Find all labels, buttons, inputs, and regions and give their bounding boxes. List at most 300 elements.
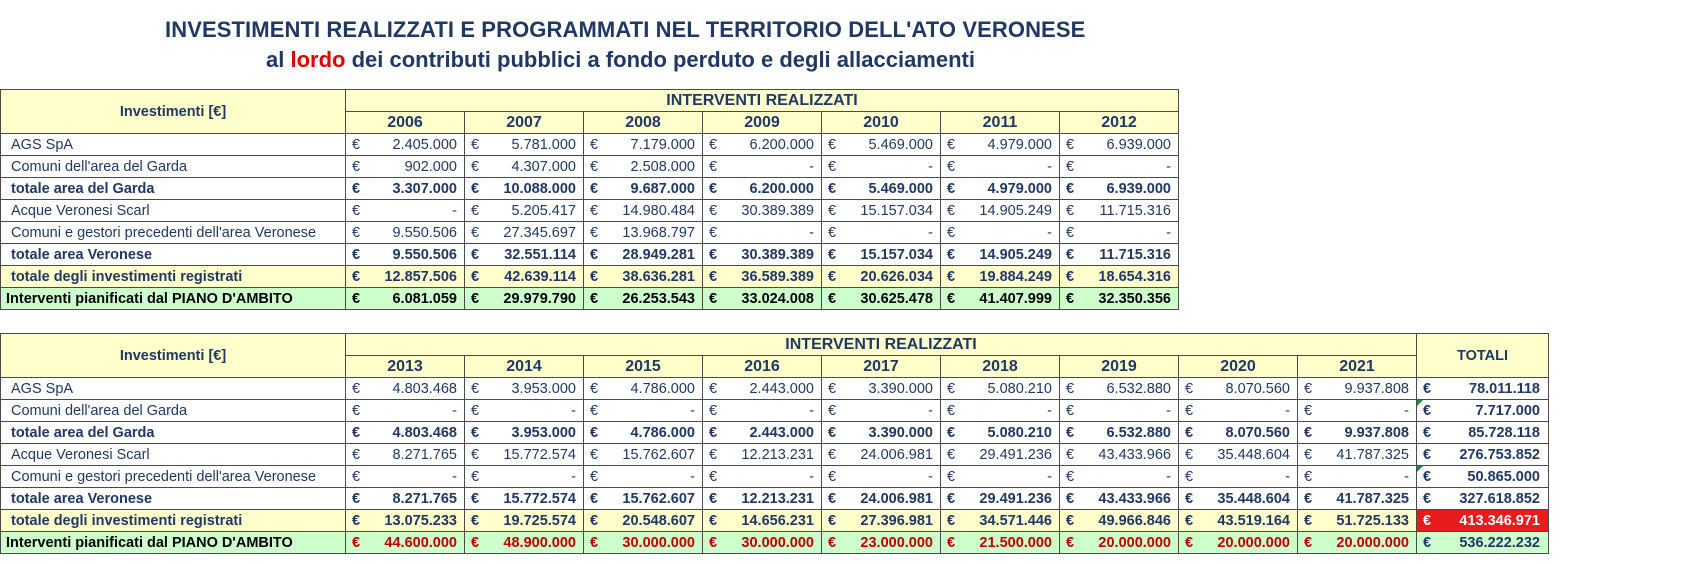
value-cell: 19.725.574 xyxy=(483,510,584,532)
currency-symbol: € xyxy=(1298,488,1316,510)
currency-symbol: € xyxy=(346,222,364,244)
value-cell: - xyxy=(721,222,822,244)
currency-symbol: € xyxy=(584,378,602,400)
value-cell: 15.772.574 xyxy=(483,444,584,466)
currency-symbol: € xyxy=(584,532,602,554)
value-cell: 6.939.000 xyxy=(1078,178,1179,200)
value-cell: - xyxy=(959,222,1060,244)
currency-symbol: € xyxy=(346,466,364,488)
table-row xyxy=(1,200,1179,222)
value-cell: 6.081.059 xyxy=(364,288,465,310)
value-cell: 41.787.325 xyxy=(1316,444,1417,466)
investments-table-2006-2012 xyxy=(0,89,1179,310)
year-header: 2007 xyxy=(465,112,584,134)
value-cell: 24.006.981 xyxy=(840,444,941,466)
value-cell: 8.070.560 xyxy=(1197,378,1298,400)
value-cell: 49.966.846 xyxy=(1078,510,1179,532)
value-cell: 6.200.000 xyxy=(721,178,822,200)
currency-symbol: € xyxy=(941,444,959,466)
value-cell: 13.075.233 xyxy=(364,510,465,532)
value-cell: 4.307.000 xyxy=(483,156,584,178)
total-currency-symbol: € xyxy=(1417,400,1435,422)
currency-symbol: € xyxy=(1179,510,1197,532)
value-cell: 29.491.236 xyxy=(959,444,1060,466)
currency-symbol: € xyxy=(941,134,959,156)
currency-symbol: € xyxy=(1060,134,1078,156)
value-cell: 43.433.966 xyxy=(1078,444,1179,466)
currency-symbol: € xyxy=(1298,444,1316,466)
value-cell: 41.407.999 xyxy=(959,288,1060,310)
currency-symbol: € xyxy=(941,244,959,266)
value-cell: - xyxy=(1197,400,1298,422)
currency-symbol: € xyxy=(465,378,483,400)
value-cell: 4.786.000 xyxy=(602,378,703,400)
currency-symbol: € xyxy=(1179,378,1197,400)
value-cell: 38.636.281 xyxy=(602,266,703,288)
currency-symbol: € xyxy=(346,244,364,266)
value-cell: 5.469.000 xyxy=(840,134,941,156)
currency-symbol: € xyxy=(703,510,721,532)
currency-symbol: € xyxy=(465,244,483,266)
corner-header: Investimenti [€] xyxy=(1,334,346,378)
currency-symbol: € xyxy=(1298,422,1316,444)
value-cell: 27.396.981 xyxy=(840,510,941,532)
year-header: 2017 xyxy=(822,356,941,378)
table-row xyxy=(1,378,1549,400)
currency-symbol: € xyxy=(1060,200,1078,222)
value-cell: 11.715.316 xyxy=(1078,244,1179,266)
table-row xyxy=(1,244,1179,266)
currency-symbol: € xyxy=(703,488,721,510)
row-label: totale degli investimenti registrati xyxy=(1,510,346,532)
year-header: 2019 xyxy=(1060,356,1179,378)
currency-symbol: € xyxy=(703,466,721,488)
currency-symbol: € xyxy=(346,532,364,554)
currency-symbol: € xyxy=(1179,532,1197,554)
value-cell: 21.500.000 xyxy=(959,532,1060,554)
total-value-cell: 276.753.852 xyxy=(1435,444,1549,466)
row-label: Interventi pianificati dal PIANO D'AMBITO xyxy=(1,532,346,554)
value-cell: - xyxy=(840,156,941,178)
value-cell: - xyxy=(1197,466,1298,488)
currency-symbol: € xyxy=(703,222,721,244)
currency-symbol: € xyxy=(822,178,840,200)
value-cell: 4.803.468 xyxy=(364,378,465,400)
currency-symbol: € xyxy=(703,156,721,178)
currency-symbol: € xyxy=(703,200,721,222)
total-value-cell: 50.865.000 xyxy=(1435,466,1549,488)
currency-symbol: € xyxy=(1179,422,1197,444)
currency-symbol: € xyxy=(1060,378,1078,400)
currency-symbol: € xyxy=(703,444,721,466)
currency-symbol: € xyxy=(822,466,840,488)
value-cell: 4.786.000 xyxy=(602,422,703,444)
value-cell: 35.448.604 xyxy=(1197,488,1298,510)
value-cell: 30.389.389 xyxy=(721,200,822,222)
table-row xyxy=(1,178,1179,200)
value-cell: 19.884.249 xyxy=(959,266,1060,288)
currency-symbol: € xyxy=(1060,510,1078,532)
value-cell: 14.656.231 xyxy=(721,510,822,532)
currency-symbol: € xyxy=(465,288,483,310)
currency-symbol: € xyxy=(346,400,364,422)
total-currency-symbol: € xyxy=(1417,532,1435,554)
value-cell: - xyxy=(1316,400,1417,422)
currency-symbol: € xyxy=(465,266,483,288)
value-cell: - xyxy=(1078,400,1179,422)
value-cell: 3.953.000 xyxy=(483,422,584,444)
value-cell: 14.905.249 xyxy=(959,200,1060,222)
value-cell: 9.550.506 xyxy=(364,222,465,244)
year-header: 2014 xyxy=(465,356,584,378)
currency-symbol: € xyxy=(584,178,602,200)
value-cell: 9.687.000 xyxy=(602,178,703,200)
currency-symbol: € xyxy=(346,200,364,222)
currency-symbol: € xyxy=(941,378,959,400)
currency-symbol: € xyxy=(822,488,840,510)
currency-symbol: € xyxy=(822,422,840,444)
value-cell: 7.179.000 xyxy=(602,134,703,156)
total-currency-symbol: € xyxy=(1417,422,1435,444)
year-header: 2006 xyxy=(346,112,465,134)
currency-symbol: € xyxy=(1060,466,1078,488)
value-cell: - xyxy=(602,400,703,422)
group-header: INTERVENTI REALIZZATI xyxy=(346,334,1417,356)
value-cell: 5.205.417 xyxy=(483,200,584,222)
value-cell: - xyxy=(959,156,1060,178)
value-cell: 42.639.114 xyxy=(483,266,584,288)
currency-symbol: € xyxy=(941,422,959,444)
currency-symbol: € xyxy=(346,378,364,400)
row-label: totale area Veronese xyxy=(1,244,346,266)
value-cell: 9.937.808 xyxy=(1316,378,1417,400)
currency-symbol: € xyxy=(703,422,721,444)
value-cell: 36.589.389 xyxy=(721,266,822,288)
value-cell: - xyxy=(959,400,1060,422)
row-label: AGS SpA xyxy=(1,134,346,156)
value-cell: - xyxy=(959,466,1060,488)
currency-symbol: € xyxy=(1298,378,1316,400)
row-label: Comuni e gestori precedenti dell'area Veronese xyxy=(1,466,346,488)
value-cell: 32.350.356 xyxy=(1078,288,1179,310)
value-cell: 20.626.034 xyxy=(840,266,941,288)
row-label: Interventi pianificati dal PIANO D'AMBITO xyxy=(1,288,346,310)
currency-symbol: € xyxy=(1060,288,1078,310)
value-cell: 2.443.000 xyxy=(721,378,822,400)
currency-symbol: € xyxy=(584,488,602,510)
total-currency-symbol: € xyxy=(1417,444,1435,466)
currency-symbol: € xyxy=(822,222,840,244)
value-cell: 5.080.210 xyxy=(959,422,1060,444)
value-cell: 2.508.000 xyxy=(602,156,703,178)
row-label: totale area del Garda xyxy=(1,422,346,444)
value-cell: 29.979.790 xyxy=(483,288,584,310)
value-cell: 9.937.808 xyxy=(1316,422,1417,444)
currency-symbol: € xyxy=(465,532,483,554)
currency-symbol: € xyxy=(1060,266,1078,288)
value-cell: - xyxy=(364,200,465,222)
value-cell: 12.213.231 xyxy=(721,444,822,466)
value-cell: 44.600.000 xyxy=(364,532,465,554)
currency-symbol: € xyxy=(1179,400,1197,422)
value-cell: 41.787.325 xyxy=(1316,488,1417,510)
value-cell: - xyxy=(721,156,822,178)
page-title: INVESTIMENTI REALIZZATI E PROGRAMMATI NEL TERRITORIO DELL'ATO VERONESE xyxy=(165,17,1086,42)
value-cell: 20.000.000 xyxy=(1078,532,1179,554)
table-row xyxy=(1,222,1179,244)
row-label: totale area del Garda xyxy=(1,178,346,200)
table-row xyxy=(1,400,1549,422)
year-header: 2021 xyxy=(1298,356,1417,378)
value-cell: 14.905.249 xyxy=(959,244,1060,266)
page-subtitle xyxy=(266,47,975,73)
currency-symbol: € xyxy=(465,178,483,200)
value-cell: - xyxy=(483,400,584,422)
total-value-cell: 413.346.971 xyxy=(1435,510,1549,532)
row-label: totale area Veronese xyxy=(1,488,346,510)
subtitle-prefix: al xyxy=(266,47,291,72)
total-currency-symbol: € xyxy=(1417,488,1435,510)
currency-symbol: € xyxy=(1298,532,1316,554)
currency-symbol: € xyxy=(346,266,364,288)
value-cell: 2.443.000 xyxy=(721,422,822,444)
currency-symbol: € xyxy=(465,444,483,466)
row-label: Comuni e gestori precedenti dell'area Veronese xyxy=(1,222,346,244)
currency-symbol: € xyxy=(346,488,364,510)
value-cell: - xyxy=(840,466,941,488)
currency-symbol: € xyxy=(1060,156,1078,178)
value-cell: 14.980.484 xyxy=(602,200,703,222)
value-cell: 3.307.000 xyxy=(364,178,465,200)
currency-symbol: € xyxy=(1060,532,1078,554)
total-value-cell: 327.618.852 xyxy=(1435,488,1549,510)
currency-symbol: € xyxy=(1298,510,1316,532)
value-cell: - xyxy=(840,222,941,244)
value-cell: 6.532.880 xyxy=(1078,422,1179,444)
currency-symbol: € xyxy=(584,466,602,488)
year-header: 2013 xyxy=(346,356,465,378)
currency-symbol: € xyxy=(822,510,840,532)
group-header: INTERVENTI REALIZZATI xyxy=(346,90,1179,112)
value-cell: 15.772.574 xyxy=(483,488,584,510)
value-cell: 13.968.797 xyxy=(602,222,703,244)
table-row xyxy=(1,466,1549,488)
value-cell: - xyxy=(1078,156,1179,178)
currency-symbol: € xyxy=(465,466,483,488)
total-currency-symbol: € xyxy=(1417,466,1435,488)
value-cell: 5.781.000 xyxy=(483,134,584,156)
value-cell: - xyxy=(721,400,822,422)
currency-symbol: € xyxy=(703,288,721,310)
value-cell: 902.000 xyxy=(364,156,465,178)
currency-symbol: € xyxy=(1298,400,1316,422)
value-cell: - xyxy=(364,466,465,488)
currency-symbol: € xyxy=(465,488,483,510)
currency-symbol: € xyxy=(703,244,721,266)
table-row xyxy=(1,422,1549,444)
value-cell: 4.803.468 xyxy=(364,422,465,444)
value-cell: 8.070.560 xyxy=(1197,422,1298,444)
currency-symbol: € xyxy=(822,156,840,178)
currency-symbol: € xyxy=(1179,444,1197,466)
currency-symbol: € xyxy=(1060,244,1078,266)
currency-symbol: € xyxy=(1060,178,1078,200)
currency-symbol: € xyxy=(941,178,959,200)
year-header: 2010 xyxy=(822,112,941,134)
currency-symbol: € xyxy=(822,134,840,156)
currency-symbol: € xyxy=(1179,488,1197,510)
value-cell: 23.000.000 xyxy=(840,532,941,554)
currency-symbol: € xyxy=(1060,400,1078,422)
header-row-group xyxy=(1,90,1179,112)
value-cell: - xyxy=(1078,466,1179,488)
value-cell: 2.405.000 xyxy=(364,134,465,156)
total-currency-symbol: € xyxy=(1417,510,1435,532)
currency-symbol: € xyxy=(346,156,364,178)
value-cell: 30.000.000 xyxy=(602,532,703,554)
currency-symbol: € xyxy=(822,378,840,400)
currency-symbol: € xyxy=(1179,466,1197,488)
currency-symbol: € xyxy=(584,244,602,266)
currency-symbol: € xyxy=(703,378,721,400)
value-cell: 8.271.765 xyxy=(364,444,465,466)
value-cell: 15.157.034 xyxy=(840,200,941,222)
value-cell: 35.448.604 xyxy=(1197,444,1298,466)
year-header: 2011 xyxy=(941,112,1060,134)
currency-symbol: € xyxy=(584,222,602,244)
currency-symbol: € xyxy=(941,466,959,488)
value-cell: 4.979.000 xyxy=(959,134,1060,156)
total-value-cell: 78.011.118 xyxy=(1435,378,1549,400)
table-row xyxy=(1,288,1179,310)
total-value-cell: 536.222.232 xyxy=(1435,532,1549,554)
value-cell: 27.345.697 xyxy=(483,222,584,244)
currency-symbol: € xyxy=(703,266,721,288)
total-currency-symbol: € xyxy=(1417,378,1435,400)
currency-symbol: € xyxy=(822,288,840,310)
value-cell: - xyxy=(483,466,584,488)
currency-symbol: € xyxy=(346,134,364,156)
currency-symbol: € xyxy=(465,422,483,444)
currency-symbol: € xyxy=(584,156,602,178)
value-cell: 48.900.000 xyxy=(483,532,584,554)
currency-symbol: € xyxy=(465,134,483,156)
value-cell: 15.157.034 xyxy=(840,244,941,266)
value-cell: 43.519.164 xyxy=(1197,510,1298,532)
value-cell: - xyxy=(1078,222,1179,244)
value-cell: 18.654.316 xyxy=(1078,266,1179,288)
currency-symbol: € xyxy=(584,288,602,310)
currency-symbol: € xyxy=(941,266,959,288)
currency-symbol: € xyxy=(941,156,959,178)
currency-symbol: € xyxy=(822,266,840,288)
currency-symbol: € xyxy=(822,400,840,422)
total-value-cell: 85.728.118 xyxy=(1435,422,1549,444)
currency-symbol: € xyxy=(941,200,959,222)
value-cell: 34.571.446 xyxy=(959,510,1060,532)
currency-symbol: € xyxy=(941,400,959,422)
value-cell: 43.433.966 xyxy=(1078,488,1179,510)
row-label: Acque Veronesi Scarl xyxy=(1,444,346,466)
currency-symbol: € xyxy=(941,488,959,510)
year-header: 2009 xyxy=(703,112,822,134)
table-row xyxy=(1,156,1179,178)
table-row xyxy=(1,532,1549,554)
value-cell: 51.725.133 xyxy=(1316,510,1417,532)
value-cell: 15.762.607 xyxy=(602,444,703,466)
value-cell: 12.857.506 xyxy=(364,266,465,288)
total-value-cell: 7.717.000 xyxy=(1435,400,1549,422)
subtitle-suffix: dei contributi pubblici a fondo perduto e degli allacciamenti xyxy=(345,47,975,72)
currency-symbol: € xyxy=(941,288,959,310)
currency-symbol: € xyxy=(584,510,602,532)
value-cell: 5.080.210 xyxy=(959,378,1060,400)
value-cell: 3.390.000 xyxy=(840,378,941,400)
value-cell: 30.389.389 xyxy=(721,244,822,266)
year-header: 2008 xyxy=(584,112,703,134)
value-cell: 20.548.607 xyxy=(602,510,703,532)
currency-symbol: € xyxy=(1060,444,1078,466)
currency-symbol: € xyxy=(346,510,364,532)
value-cell: 29.491.236 xyxy=(959,488,1060,510)
currency-symbol: € xyxy=(822,532,840,554)
currency-symbol: € xyxy=(703,134,721,156)
corner-header: Investimenti [€] xyxy=(1,90,346,134)
currency-symbol: € xyxy=(584,266,602,288)
header-row-group xyxy=(1,334,1549,356)
value-cell: 6.532.880 xyxy=(1078,378,1179,400)
year-header: 2015 xyxy=(584,356,703,378)
title-block xyxy=(0,0,1705,88)
row-label: AGS SpA xyxy=(1,378,346,400)
currency-symbol: € xyxy=(465,222,483,244)
value-cell: 12.213.231 xyxy=(721,488,822,510)
table-row xyxy=(1,266,1179,288)
investments-table-2013-2021 xyxy=(0,333,1549,554)
value-cell: - xyxy=(364,400,465,422)
subtitle-highlight: lordo xyxy=(290,47,346,72)
row-label: Comuni dell'area del Garda xyxy=(1,156,346,178)
year-header: 2012 xyxy=(1060,112,1179,134)
currency-symbol: € xyxy=(584,422,602,444)
value-cell: 30.000.000 xyxy=(721,532,822,554)
table-row xyxy=(1,488,1549,510)
currency-symbol: € xyxy=(465,510,483,532)
value-cell: 11.715.316 xyxy=(1078,200,1179,222)
currency-symbol: € xyxy=(346,444,364,466)
currency-symbol: € xyxy=(346,178,364,200)
value-cell: 24.006.981 xyxy=(840,488,941,510)
value-cell: 20.000.000 xyxy=(1316,532,1417,554)
year-header: 2018 xyxy=(941,356,1060,378)
value-cell: 6.939.000 xyxy=(1078,134,1179,156)
value-cell: 5.469.000 xyxy=(840,178,941,200)
value-cell: 20.000.000 xyxy=(1197,532,1298,554)
value-cell: - xyxy=(602,466,703,488)
currency-symbol: € xyxy=(1060,422,1078,444)
cell-comment-marker xyxy=(1417,466,1423,472)
currency-symbol: € xyxy=(1060,222,1078,244)
value-cell: 30.625.478 xyxy=(840,288,941,310)
currency-symbol: € xyxy=(822,244,840,266)
value-cell: 4.979.000 xyxy=(959,178,1060,200)
year-header: 2016 xyxy=(703,356,822,378)
value-cell: - xyxy=(1316,466,1417,488)
currency-symbol: € xyxy=(1060,488,1078,510)
value-cell: 28.949.281 xyxy=(602,244,703,266)
value-cell: - xyxy=(840,400,941,422)
table-row xyxy=(1,134,1179,156)
